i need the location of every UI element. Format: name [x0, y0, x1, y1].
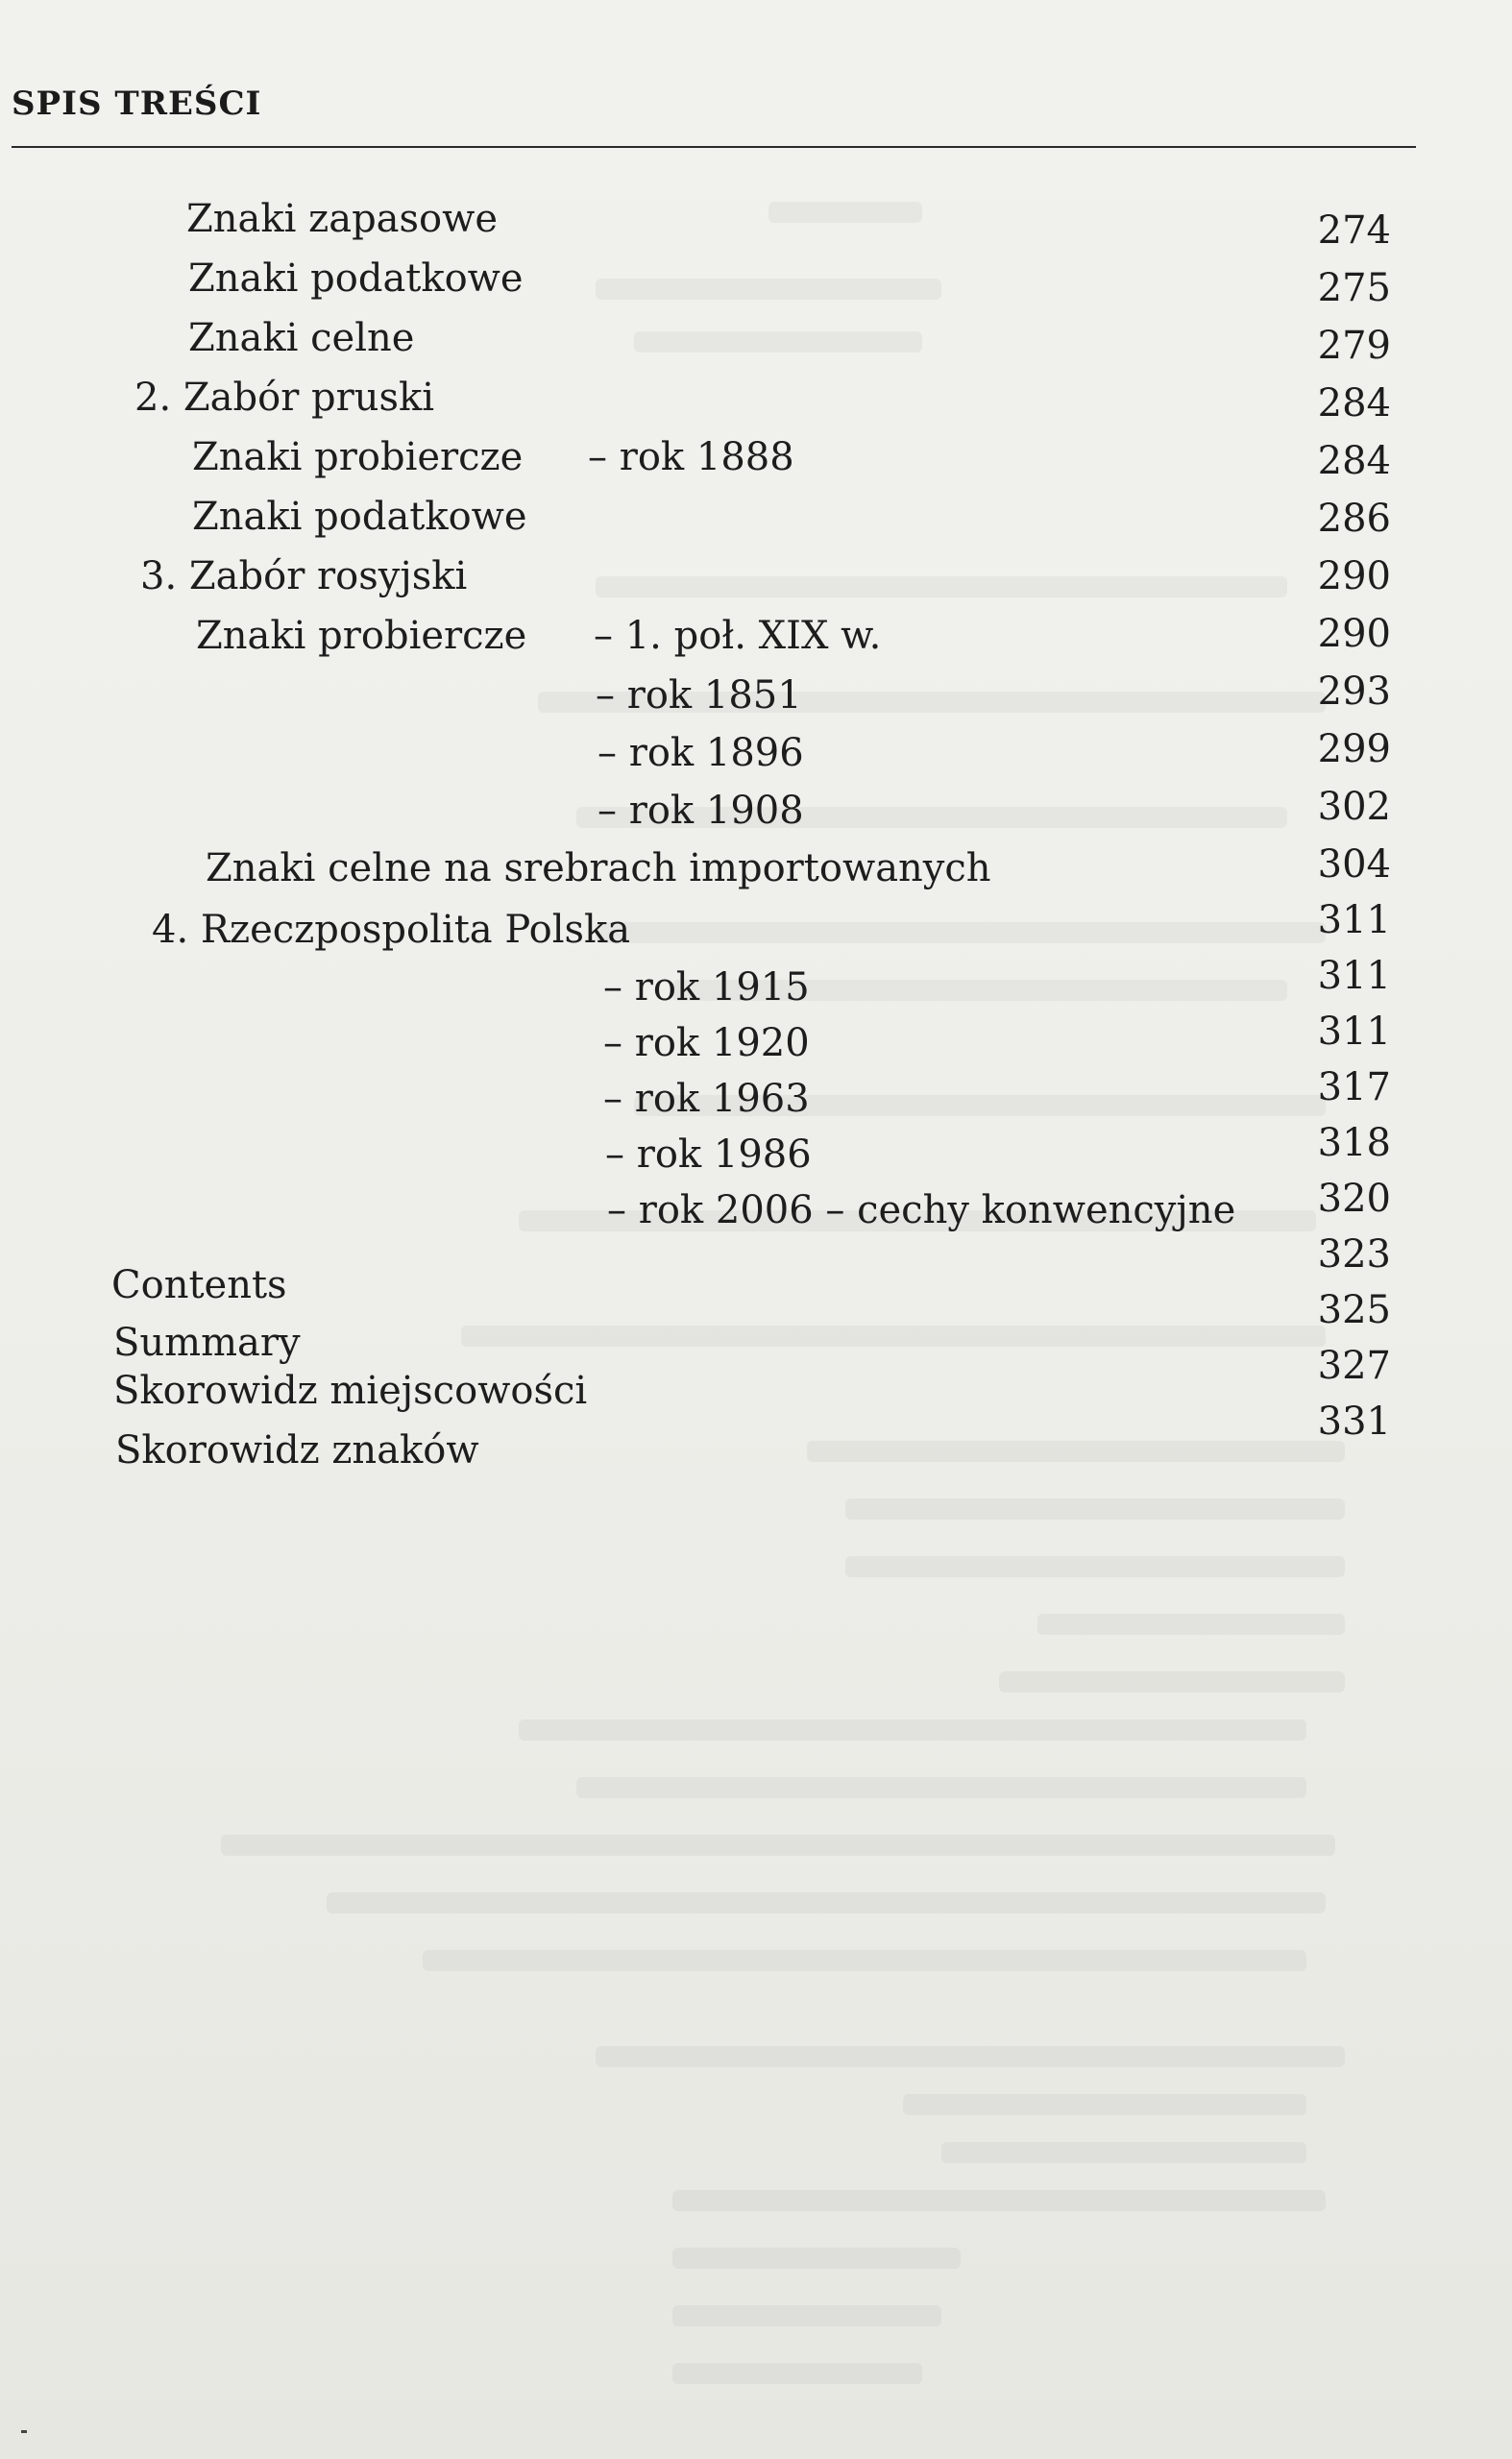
- toc-entry-label: Skorowidz znaków: [115, 1428, 479, 1473]
- toc-entry-label: Znaki probiercze: [192, 435, 524, 479]
- toc-entry-page: 325: [1317, 1288, 1391, 1332]
- toc-entry-label: Summary: [113, 1321, 301, 1365]
- toc-entry-page: 302: [1317, 785, 1391, 829]
- toc-entry-label: Contents: [111, 1263, 287, 1307]
- toc-entry-label: Znaki podatkowe: [188, 256, 524, 301]
- toc-entry-page: 317: [1317, 1065, 1391, 1109]
- toc-entry-label: 3. Zabór rosyjski: [140, 554, 468, 598]
- toc-entry-page: 311: [1317, 1010, 1391, 1054]
- toc-entry-page: 274: [1317, 208, 1391, 253]
- toc-entry-sub: – rok 1986: [605, 1132, 812, 1177]
- toc-entry-sub: – rok 1851: [596, 673, 802, 718]
- toc-entry-page: 293: [1317, 670, 1391, 714]
- toc-entry-label: 2. Zabór pruski: [134, 376, 435, 420]
- running-head: SPIS TREŚCI: [12, 85, 262, 123]
- toc-entry-sub: – rok 2006 – cechy konwencyjne: [607, 1188, 1236, 1232]
- toc-entry-page: 311: [1317, 898, 1391, 942]
- toc-entry-page: 304: [1317, 842, 1391, 887]
- toc-entry-sub: – rok 1896: [597, 731, 804, 775]
- toc-entry-page: 299: [1317, 727, 1391, 771]
- toc-entry-label: Znaki probiercze: [196, 614, 527, 658]
- toc-entry-page: 323: [1317, 1232, 1391, 1277]
- toc-entry-sub: – rok 1908: [597, 789, 804, 833]
- toc-entry-label: Znaki podatkowe: [192, 495, 527, 539]
- toc-entry-page: 320: [1317, 1177, 1391, 1221]
- toc-entry-sub: – rok 1915: [603, 965, 810, 1010]
- toc-entry-page: 290: [1317, 612, 1391, 656]
- toc-entry-page: 286: [1317, 497, 1391, 541]
- toc-entry-sub: – rok 1888: [588, 435, 794, 479]
- print-mark: [21, 2430, 27, 2433]
- toc-entry-page: 290: [1317, 554, 1391, 598]
- toc-entry-page: 284: [1317, 439, 1391, 483]
- toc-entry-label: Znaki celne: [188, 316, 415, 360]
- toc-entry-label: Skorowidz miejscowości: [113, 1369, 588, 1413]
- toc-entry-sub: – 1. poł. XIX w.: [594, 614, 882, 658]
- toc-entry-page: 327: [1317, 1344, 1391, 1388]
- toc-entry-page: 331: [1317, 1400, 1391, 1444]
- toc-entry-page: 279: [1317, 324, 1391, 368]
- toc-entry-page: 275: [1317, 266, 1391, 310]
- toc-entry-label: Znaki zapasowe: [186, 197, 499, 241]
- toc-entry-label: Znaki celne na srebrach importowanych: [206, 846, 991, 890]
- header-rule: [12, 146, 1416, 148]
- toc-entry-page: 284: [1317, 381, 1391, 426]
- toc-entry-sub: – rok 1963: [603, 1077, 810, 1121]
- toc-entry-page: 318: [1317, 1121, 1391, 1165]
- toc-entry-label: 4. Rzeczpospolita Polska: [152, 908, 631, 952]
- toc-entry-sub: – rok 1920: [603, 1021, 810, 1065]
- toc-entry-page: 311: [1317, 954, 1391, 998]
